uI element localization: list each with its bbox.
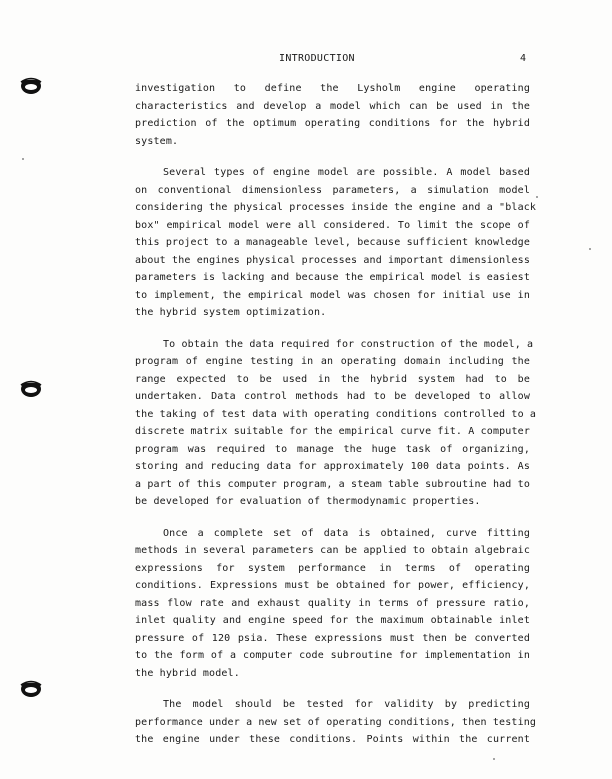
text-line: prediction of the optimum operating conditions for the hybrid <box>135 118 530 129</box>
text-line: a part of this computer program, a steam table subroutine had to <box>135 478 530 490</box>
text-line: be developed for evaluation of thermodynamic properties. <box>135 496 481 507</box>
body-text <box>135 80 537 763</box>
text-line: to the form of a computer code subroutine for implementation in <box>135 650 530 661</box>
text-line: investigation to define the Lysholm engine operating <box>135 83 530 94</box>
page-number: 4 <box>520 53 527 64</box>
page-title: INTRODUCTION <box>279 53 355 64</box>
text-line: expressions for system performance in terms of operating <box>135 562 530 574</box>
page-header <box>0 53 612 67</box>
paragraph <box>135 164 537 322</box>
text-line: system. <box>135 135 179 147</box>
text-line: performance under a new set of operating conditions, then testing <box>135 716 537 728</box>
text-line: undertaken. Data control methods had to be developed to allow <box>135 391 530 402</box>
scan-speck <box>589 248 591 250</box>
text-line: Several types of engine model are possible. A model based <box>163 167 530 178</box>
text-line: about the engines physical processes and important dimensionless <box>135 254 530 266</box>
text-line: this project to a manageable level, because sufficient knowledge <box>135 237 530 248</box>
paragraph <box>135 696 537 749</box>
text-line: The model should be tested for validity by predicting <box>163 699 530 710</box>
text-line: on conventional dimensionless parameters, a simulation model <box>135 184 530 196</box>
text-line: mass flow rate and exhaust quality in terms of pressure ratio, <box>135 597 530 609</box>
text-line: program was required to manage the huge task of organizing, <box>135 443 530 455</box>
paragraph <box>135 336 537 511</box>
text-line: range expected to be used in the hybrid system had to be <box>135 373 530 385</box>
text-line: inlet quality and engine speed for the maximum obtainable inlet <box>135 615 530 626</box>
text-line: conditions. Expressions must be obtained for power, efficiency, <box>135 580 530 591</box>
text-line: To obtain the data required for construction of the model, a <box>163 338 534 350</box>
punch-hole-icon <box>18 676 44 700</box>
text-line: discrete matrix suitable for the empirical curve fit. A computer <box>135 426 530 437</box>
paragraph <box>135 80 530 150</box>
text-line: methods in several parameters can be applied to obtain algebraic <box>135 545 530 556</box>
text-line: characteristics and develop a model which can be used in the <box>135 100 530 112</box>
scan-speck <box>22 158 24 160</box>
punch-hole-icon <box>18 376 44 400</box>
paragraph <box>135 525 530 683</box>
text-line: to implement, the empirical model was chosen for initial use in <box>135 289 530 301</box>
text-line: the hybrid system optimization. <box>135 307 327 318</box>
text-line: storing and reducing data for approximately 100 data points. As <box>135 461 530 472</box>
text-line: the engine under these conditions. Points within the current <box>135 734 530 745</box>
punch-hole-icon <box>18 73 44 97</box>
text-line: considering the physical processes inside the engine and a "black <box>135 202 537 213</box>
text-line: box" empirical model were all considered. To limit the scope of <box>135 219 530 231</box>
scan-speck <box>536 196 538 198</box>
text-line: the hybrid model. <box>135 667 240 679</box>
text-line: pressure of 120 psia. These expressions must then be converted <box>135 632 530 644</box>
text-line: the taking of test data with operating conditions controlled to a <box>135 408 537 420</box>
text-line: Once a complete set of data is obtained, curve fitting <box>163 527 530 539</box>
text-line: program of engine testing in an operating domain including the <box>135 356 530 367</box>
text-line: parameters is lacking and because the empirical model is easiest <box>135 272 530 283</box>
